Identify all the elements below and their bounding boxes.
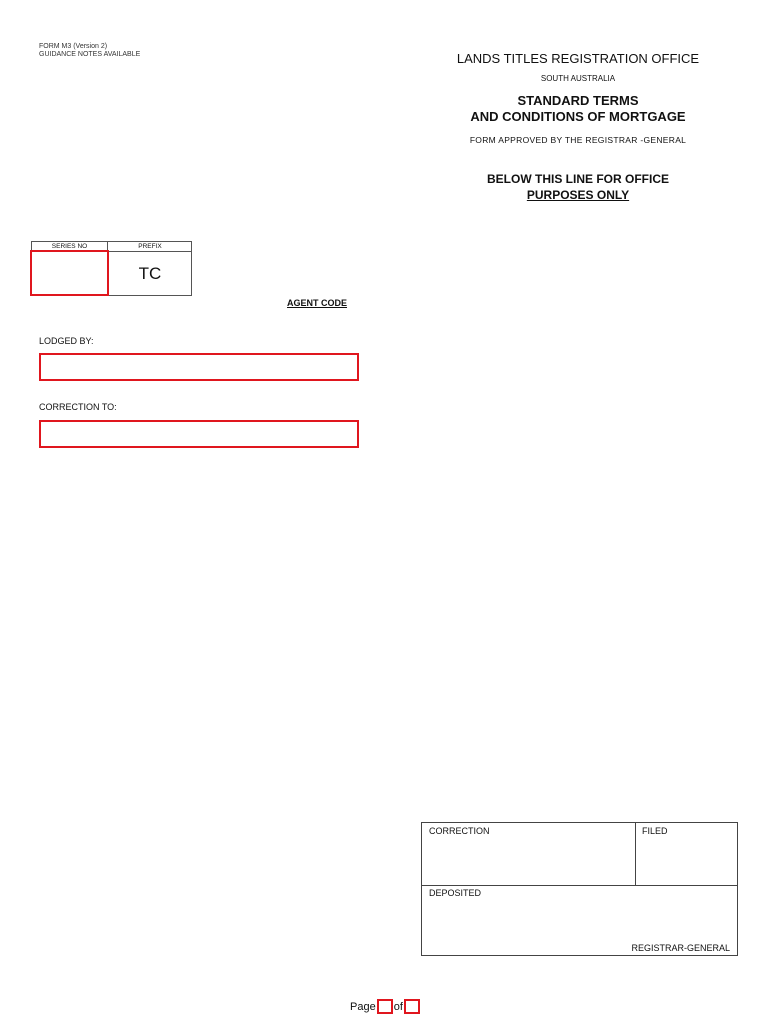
filed-cell-label: FILED [642,826,668,836]
title-line-2: AND CONDITIONS OF MORTGAGE [470,109,686,124]
deposited-cell-label: DEPOSITED [429,888,482,898]
table-divider-vertical [635,823,636,885]
table-divider-horizontal [422,885,737,886]
office-name: LANDS TITLES REGISTRATION OFFICE [456,51,700,66]
page-counter [350,999,421,1014]
guidance-notes: GUIDANCE NOTES AVAILABLE [39,51,141,58]
prefix-label: PREFIX [108,242,192,252]
page-label: Page [350,1000,376,1013]
office-use-line-2: PURPOSES ONLY [526,188,630,202]
series-no-field[interactable] [30,250,109,296]
prefix-value: TC [138,264,162,283]
lodged-by-field[interactable] [39,353,359,381]
page-total-field[interactable] [404,999,420,1014]
office-use-table [421,822,738,956]
correction-to-field[interactable] [39,420,359,448]
series-no-label: SERIES NO [32,242,108,252]
page-number-field[interactable] [377,999,393,1014]
correction-to-label: CORRECTION TO: [39,402,117,412]
form-id: FORM M3 (Version 2) [39,43,108,50]
form-title [430,93,726,125]
lodged-by-label: LODGED BY: [39,336,94,346]
agent-code-label: AGENT CODE [287,298,348,308]
of-label: of [393,1000,403,1013]
approval-note: FORM APPROVED BY THE REGISTRAR -GENERAL [469,135,687,145]
office-use-line-1: BELOW THIS LINE FOR OFFICE [487,172,669,186]
registrar-general-label: REGISTRAR-GENERAL [631,943,730,953]
state-name: SOUTH AUSTRALIA [540,74,616,83]
title-line-1: STANDARD TERMS [517,93,639,108]
form-identifier [39,43,140,59]
office-use-heading [430,171,726,203]
correction-cell-label: CORRECTION [429,826,490,836]
